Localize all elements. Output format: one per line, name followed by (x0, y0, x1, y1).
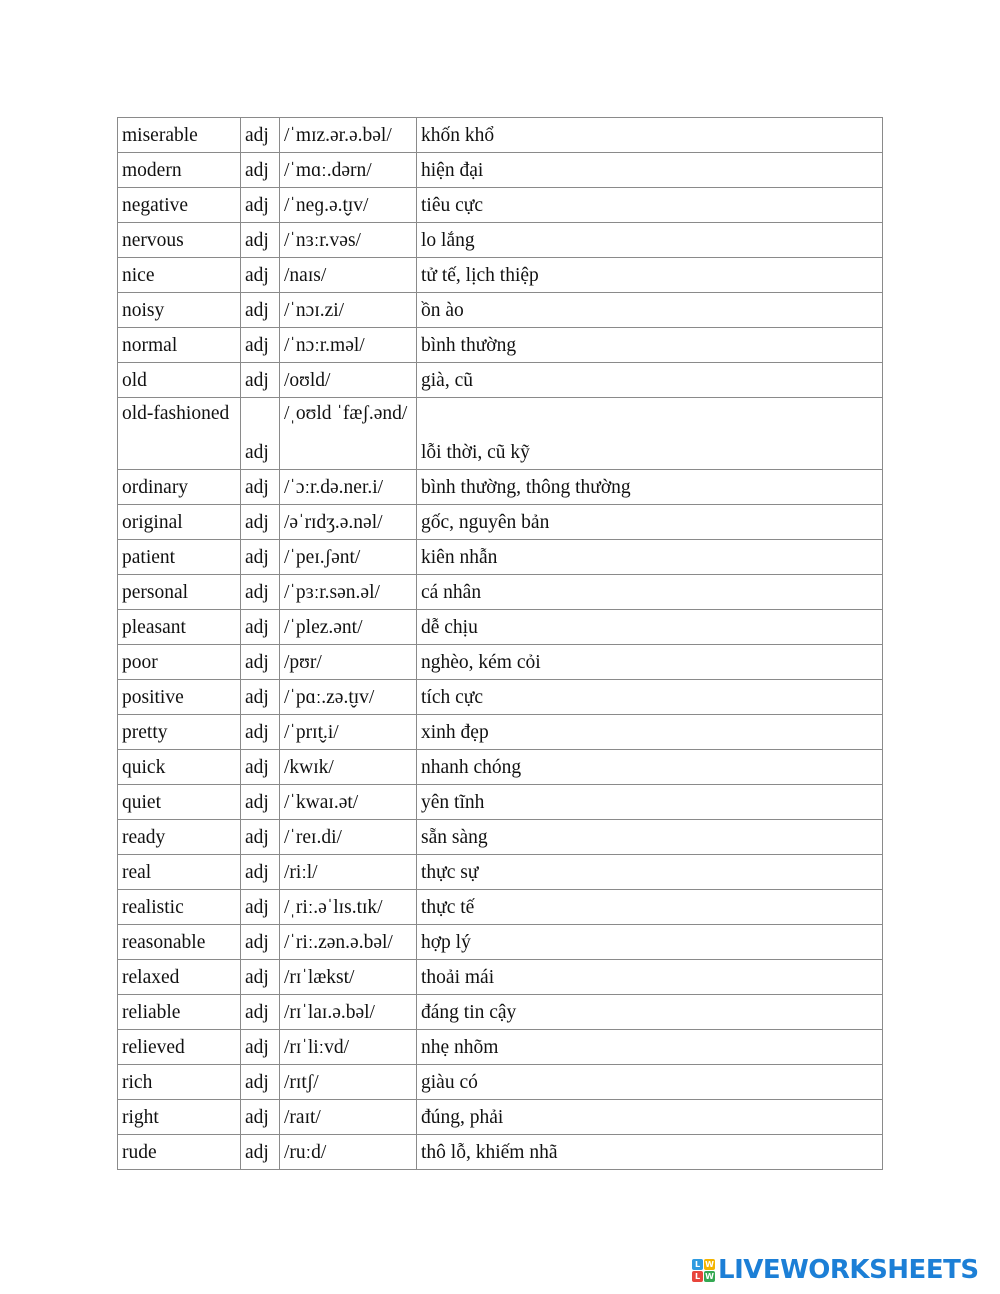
word-cell: pretty (118, 715, 241, 750)
meaning-cell: thực tế (417, 890, 883, 925)
word-cell: positive (118, 680, 241, 715)
table-row (118, 715, 883, 750)
meaning-cell: ồn ào (417, 293, 883, 328)
word-cell: miserable (118, 118, 241, 153)
pronunciation-cell: /ˈneɡ.ə.t̬ɪv/ (280, 188, 417, 223)
word-cell: negative (118, 188, 241, 223)
table-row (118, 680, 883, 715)
table-row (118, 223, 883, 258)
meaning-cell: đúng, phải (417, 1100, 883, 1135)
meaning-cell: xinh đẹp (417, 715, 883, 750)
part-of-speech-cell: adj (241, 258, 280, 293)
table-row (118, 505, 883, 540)
word-cell: modern (118, 153, 241, 188)
pronunciation-cell: /ˌoʊld ˈfæʃ.ənd/ (280, 398, 417, 470)
word-cell: real (118, 855, 241, 890)
part-of-speech-cell: adj (241, 540, 280, 575)
word-cell: pleasant (118, 610, 241, 645)
word-cell: noisy (118, 293, 241, 328)
part-of-speech-cell: adj (241, 855, 280, 890)
part-of-speech-cell: adj (241, 118, 280, 153)
pronunciation-cell: /raɪt/ (280, 1100, 417, 1135)
part-of-speech-cell: adj (241, 1100, 280, 1135)
word-cell: right (118, 1100, 241, 1135)
pronunciation-cell: /oʊld/ (280, 363, 417, 398)
part-of-speech-cell: adj (241, 610, 280, 645)
meaning-cell: gốc, nguyên bản (417, 505, 883, 540)
word-cell: nice (118, 258, 241, 293)
meaning-cell: lỗi thời, cũ kỹ (417, 398, 883, 470)
meaning-cell: kiên nhẫn (417, 540, 883, 575)
meaning-cell: dễ chịu (417, 610, 883, 645)
meaning-cell: khốn khổ (417, 118, 883, 153)
meaning-cell: giàu có (417, 1065, 883, 1100)
table-row (118, 750, 883, 785)
meaning-cell: bình thường, thông thường (417, 470, 883, 505)
pronunciation-cell: /ˈnɜːr.vəs/ (280, 223, 417, 258)
table-row (118, 645, 883, 680)
part-of-speech-cell: adj (241, 995, 280, 1030)
word-cell: original (118, 505, 241, 540)
word-cell: ordinary (118, 470, 241, 505)
word-cell: rude (118, 1135, 241, 1170)
meaning-cell: sẵn sàng (417, 820, 883, 855)
liveworksheets-logo (692, 1255, 979, 1285)
pronunciation-cell: /ˈpɑː.zə.t̬ɪv/ (280, 680, 417, 715)
pronunciation-cell: /rɪˈliːvd/ (280, 1030, 417, 1065)
part-of-speech-cell: adj (241, 398, 280, 470)
meaning-cell: tích cực (417, 680, 883, 715)
part-of-speech-cell: adj (241, 470, 280, 505)
part-of-speech-cell: adj (241, 223, 280, 258)
pronunciation-cell: /kwɪk/ (280, 750, 417, 785)
table-row (118, 820, 883, 855)
logo-mark-tile: W (705, 1271, 714, 1281)
table-row (118, 1135, 883, 1170)
pronunciation-cell: /ˌriː.əˈlɪs.tɪk/ (280, 890, 417, 925)
meaning-cell: già, cũ (417, 363, 883, 398)
meaning-cell: hợp lý (417, 925, 883, 960)
table-row (118, 1100, 883, 1135)
logo-mark-tile: L (692, 1259, 703, 1270)
table-row (118, 398, 883, 470)
word-cell: rich (118, 1065, 241, 1100)
table-row (118, 1065, 883, 1100)
pronunciation-cell: /ˈpeɪ.ʃənt/ (280, 540, 417, 575)
table-row (118, 153, 883, 188)
meaning-cell: nghèo, kém cỏi (417, 645, 883, 680)
word-cell: personal (118, 575, 241, 610)
pronunciation-cell: /rɪˈlaɪ.ə.bəl/ (280, 995, 417, 1030)
pronunciation-cell: /ˈɔːr.də.ner.i/ (280, 470, 417, 505)
pronunciation-cell: /ˈpɜːr.sən.əl/ (280, 575, 417, 610)
pronunciation-cell: /ˈmɪz.ər.ə.bəl/ (280, 118, 417, 153)
table-row (118, 855, 883, 890)
part-of-speech-cell: adj (241, 293, 280, 328)
part-of-speech-cell: adj (241, 1135, 280, 1170)
pronunciation-cell: /ruːd/ (280, 1135, 417, 1170)
meaning-cell: nhẹ nhõm (417, 1030, 883, 1065)
part-of-speech-cell: adj (241, 960, 280, 995)
logo-mark-tile: W (705, 1259, 714, 1269)
vocabulary-table-body (118, 118, 883, 1170)
part-of-speech-cell: adj (241, 575, 280, 610)
word-cell: relieved (118, 1030, 241, 1065)
vocabulary-table (117, 117, 883, 1170)
table-row (118, 540, 883, 575)
table-row (118, 960, 883, 995)
meaning-cell: nhanh chóng (417, 750, 883, 785)
part-of-speech-cell: adj (241, 1065, 280, 1100)
word-cell: patient (118, 540, 241, 575)
word-cell: realistic (118, 890, 241, 925)
word-cell: quick (118, 750, 241, 785)
pronunciation-cell: /naɪs/ (280, 258, 417, 293)
pronunciation-cell: /ˈnɔːr.məl/ (280, 328, 417, 363)
table-row (118, 188, 883, 223)
part-of-speech-cell: adj (241, 890, 280, 925)
table-row (118, 258, 883, 293)
pronunciation-cell: /ˈprɪt̬.i/ (280, 715, 417, 750)
meaning-cell: tiêu cực (417, 188, 883, 223)
word-cell: poor (118, 645, 241, 680)
word-cell: reasonable (118, 925, 241, 960)
pronunciation-cell: /ˈnɔɪ.zi/ (280, 293, 417, 328)
word-cell: relaxed (118, 960, 241, 995)
part-of-speech-cell: adj (241, 363, 280, 398)
logo-text: LIVEWORKSHEETS (718, 1255, 979, 1285)
meaning-cell: yên tĩnh (417, 785, 883, 820)
word-cell: reliable (118, 995, 241, 1030)
part-of-speech-cell: adj (241, 328, 280, 363)
pronunciation-cell: /ˈmɑː.dərn/ (280, 153, 417, 188)
logo-mark-tile: L (692, 1271, 703, 1282)
part-of-speech-cell: adj (241, 505, 280, 540)
meaning-cell: bình thường (417, 328, 883, 363)
pronunciation-cell: /ˈplez.ənt/ (280, 610, 417, 645)
table-row (118, 328, 883, 363)
part-of-speech-cell: adj (241, 925, 280, 960)
table-row (118, 610, 883, 645)
word-cell: normal (118, 328, 241, 363)
meaning-cell: cá nhân (417, 575, 883, 610)
meaning-cell: lo lắng (417, 223, 883, 258)
table-row (118, 293, 883, 328)
pronunciation-cell: /əˈrɪdʒ.ə.nəl/ (280, 505, 417, 540)
meaning-cell: tử tế, lịch thiệp (417, 258, 883, 293)
word-cell: old-fashioned (118, 398, 241, 470)
part-of-speech-cell: adj (241, 785, 280, 820)
pronunciation-cell: /pʊr/ (280, 645, 417, 680)
part-of-speech-cell: adj (241, 188, 280, 223)
pronunciation-cell: /ˈreɪ.di/ (280, 820, 417, 855)
part-of-speech-cell: adj (241, 750, 280, 785)
pronunciation-cell: /rɪˈlækst/ (280, 960, 417, 995)
part-of-speech-cell: adj (241, 680, 280, 715)
table-row (118, 890, 883, 925)
word-cell: nervous (118, 223, 241, 258)
part-of-speech-cell: adj (241, 715, 280, 750)
meaning-cell: thực sự (417, 855, 883, 890)
table-row (118, 785, 883, 820)
pronunciation-cell: /rɪtʃ/ (280, 1065, 417, 1100)
table-row (118, 1030, 883, 1065)
meaning-cell: hiện đại (417, 153, 883, 188)
table-row (118, 925, 883, 960)
meaning-cell: đáng tin cậy (417, 995, 883, 1030)
word-cell: ready (118, 820, 241, 855)
part-of-speech-cell: adj (241, 153, 280, 188)
part-of-speech-cell: adj (241, 645, 280, 680)
table-row (118, 118, 883, 153)
word-cell: quiet (118, 785, 241, 820)
table-row (118, 995, 883, 1030)
table-row (118, 575, 883, 610)
meaning-cell: thô lỗ, khiếm nhã (417, 1135, 883, 1170)
part-of-speech-cell: adj (241, 1030, 280, 1065)
meaning-cell: thoải mái (417, 960, 883, 995)
logo-mark-icon (692, 1259, 715, 1282)
part-of-speech-cell: adj (241, 820, 280, 855)
pronunciation-cell: /ˈriː.zən.ə.bəl/ (280, 925, 417, 960)
pronunciation-cell: /riːl/ (280, 855, 417, 890)
table-row (118, 363, 883, 398)
word-cell: old (118, 363, 241, 398)
table-row (118, 470, 883, 505)
pronunciation-cell: /ˈkwaɪ.ət/ (280, 785, 417, 820)
